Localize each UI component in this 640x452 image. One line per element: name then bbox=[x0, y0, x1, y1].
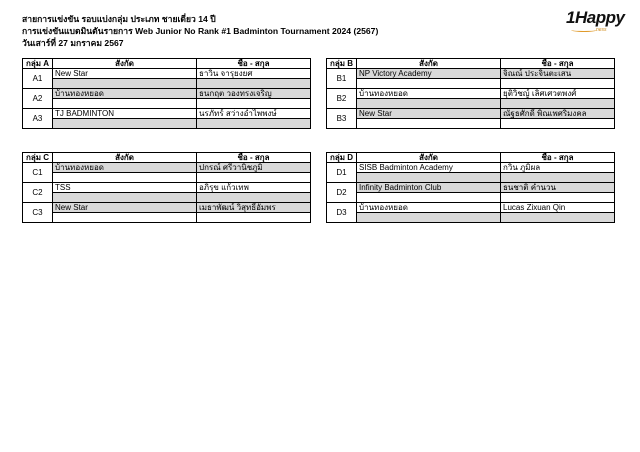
group-a-table bbox=[22, 58, 311, 129]
player-name-cell: ธาวิน จารุยงยศ bbox=[197, 69, 311, 79]
club-cell: New Star bbox=[53, 69, 197, 79]
tournament-title: การแข่งขันแบดมินตันรายการ Web Junior No Rank #1 Badminton Tournament 2024 (2567) bbox=[22, 26, 379, 36]
table-row bbox=[23, 163, 311, 173]
group-b-table bbox=[326, 58, 615, 129]
empty-cell bbox=[501, 79, 615, 89]
club-cell: New Star bbox=[357, 109, 501, 119]
club-cell: บ้านทองหยอด bbox=[53, 163, 197, 173]
player-name-cell: ธนกฤต วองทรงเจริญ bbox=[197, 89, 311, 99]
affiliation-header: สังกัด bbox=[357, 153, 501, 163]
player-name-cell: อภิรุข แก้วเทพ bbox=[197, 183, 311, 193]
player-name-cell: เมธาพัฒน์ วิสุทธิ์อัมพร bbox=[197, 203, 311, 213]
table-row bbox=[23, 89, 311, 99]
empty-cell bbox=[501, 119, 615, 129]
club-cell: บ้านทองหยอด bbox=[53, 89, 197, 99]
empty-cell bbox=[357, 193, 501, 203]
empty-cell bbox=[357, 119, 501, 129]
seed-code: A1 bbox=[23, 69, 53, 89]
name-header: ชื่อ - สกุล bbox=[197, 59, 311, 69]
page-header bbox=[22, 13, 378, 49]
empty-cell bbox=[53, 119, 197, 129]
table-row bbox=[327, 163, 615, 173]
happiness-logo bbox=[566, 8, 626, 38]
empty-cell bbox=[501, 213, 615, 223]
empty-cell bbox=[357, 99, 501, 109]
empty-cell bbox=[357, 79, 501, 89]
name-header: ชื่อ - สกุล bbox=[501, 59, 615, 69]
table-row bbox=[327, 203, 615, 213]
seed-code: C3 bbox=[23, 203, 53, 223]
seed-code: C2 bbox=[23, 183, 53, 203]
table-row bbox=[327, 109, 615, 119]
empty-cell bbox=[197, 79, 311, 89]
group-header: กลุ่ม B bbox=[327, 59, 357, 69]
seed-code: A3 bbox=[23, 109, 53, 129]
club-cell: TJ BADMINTON bbox=[53, 109, 197, 119]
empty-cell bbox=[501, 193, 615, 203]
club-cell: NP Victory Academy bbox=[357, 69, 501, 79]
affiliation-header: สังกัด bbox=[357, 59, 501, 69]
seed-code: D3 bbox=[327, 203, 357, 223]
empty-cell bbox=[53, 99, 197, 109]
club-cell: SISB Badminton Academy bbox=[357, 163, 501, 173]
empty-cell bbox=[197, 213, 311, 223]
logo-prefix: 1 bbox=[566, 8, 575, 27]
name-header: ชื่อ - สกุล bbox=[501, 153, 615, 163]
empty-cell bbox=[53, 79, 197, 89]
logo-sub: ness bbox=[596, 27, 607, 33]
seed-code: B2 bbox=[327, 89, 357, 109]
seed-code: B3 bbox=[327, 109, 357, 129]
empty-cell bbox=[197, 119, 311, 129]
table-row bbox=[23, 203, 311, 213]
event-title: สายการแข่งขัน รอบแบ่งกลุ่ม ประเภท ชายเดี่ยว 14 ปี bbox=[22, 14, 216, 24]
club-cell: บ้านทองหยอด bbox=[357, 203, 501, 213]
empty-cell bbox=[357, 173, 501, 183]
club-cell: New Star bbox=[53, 203, 197, 213]
logo-swoosh-icon bbox=[571, 28, 597, 32]
table-row bbox=[327, 69, 615, 79]
empty-cell bbox=[53, 193, 197, 203]
group-c-table bbox=[22, 152, 311, 223]
event-date: วันเสาร์ที่ 27 มกราคม 2567 bbox=[22, 38, 124, 48]
seed-code: B1 bbox=[327, 69, 357, 89]
seed-code: D1 bbox=[327, 163, 357, 183]
seed-code: D2 bbox=[327, 183, 357, 203]
table-row bbox=[23, 69, 311, 79]
empty-cell bbox=[501, 173, 615, 183]
group-header: กลุ่ม D bbox=[327, 153, 357, 163]
table-row bbox=[327, 183, 615, 193]
player-name-cell: ปกรณ์ ศรีวานิชภูมิ bbox=[197, 163, 311, 173]
empty-cell bbox=[53, 173, 197, 183]
empty-cell bbox=[501, 99, 615, 109]
seed-code: C1 bbox=[23, 163, 53, 183]
club-cell: บ้านทองหยอด bbox=[357, 89, 501, 99]
club-cell: Infinity Badminton Club bbox=[357, 183, 501, 193]
player-name-cell: ธนชาติ คำนวน bbox=[501, 183, 615, 193]
group-header: กลุ่ม A bbox=[23, 59, 53, 69]
player-name-cell: จิณณ์ ประจินตะเสน bbox=[501, 69, 615, 79]
affiliation-header: สังกัด bbox=[53, 153, 197, 163]
affiliation-header: สังกัด bbox=[53, 59, 197, 69]
empty-cell bbox=[53, 213, 197, 223]
player-name-cell: ณัฐธศักดิ์ พิณเพศริมงคล bbox=[501, 109, 615, 119]
club-cell: TSS bbox=[53, 183, 197, 193]
empty-cell bbox=[197, 173, 311, 183]
player-name-cell: ยุติวิชญ์ เลิศเศวตพงศ์ bbox=[501, 89, 615, 99]
logo-main: Happy bbox=[574, 8, 625, 27]
player-name-cell: นรภัทร์ สว่างอำไพพงษ์ bbox=[197, 109, 311, 119]
empty-cell bbox=[197, 193, 311, 203]
player-name-cell: กวิน ภูมิผล bbox=[501, 163, 615, 173]
table-row bbox=[327, 89, 615, 99]
player-name-cell: Lucas Zixuan Qin bbox=[501, 203, 615, 213]
table-row bbox=[23, 109, 311, 119]
empty-cell bbox=[357, 213, 501, 223]
group-d-table bbox=[326, 152, 615, 223]
table-row bbox=[23, 183, 311, 193]
group-header: กลุ่ม C bbox=[23, 153, 53, 163]
name-header: ชื่อ - สกุล bbox=[197, 153, 311, 163]
empty-cell bbox=[197, 99, 311, 109]
seed-code: A2 bbox=[23, 89, 53, 109]
